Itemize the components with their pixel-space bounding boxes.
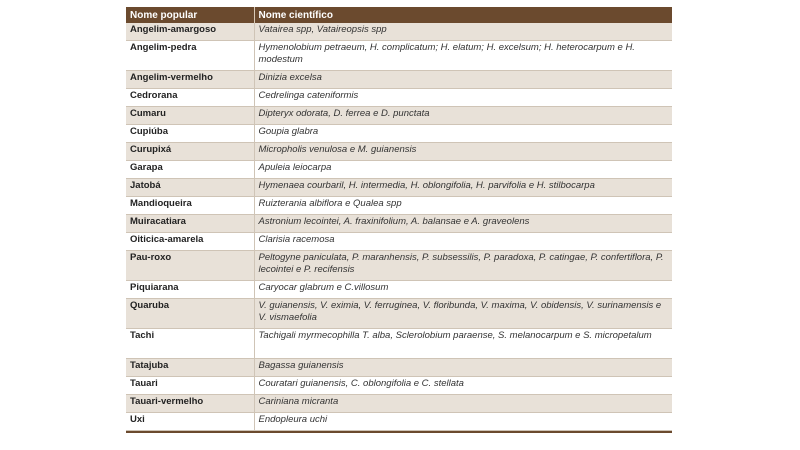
scientific-name-cell: Astronium lecointei, A. fraxinifolium, A. balansae e A. graveolens xyxy=(254,215,672,233)
table-row xyxy=(126,281,672,299)
popular-name-cell: Angelim-vermelho xyxy=(126,71,254,89)
scientific-name-cell: V. guianensis, V. eximia, V. ferruginea, V. floribunda, V. maxima, V. obidensis, V. surinamensis e V. vismaefolia xyxy=(254,299,672,329)
table-row xyxy=(126,143,672,161)
table-row xyxy=(126,89,672,107)
popular-name-cell: Tatajuba xyxy=(126,359,254,377)
table-row xyxy=(126,161,672,179)
popular-name-cell: Angelim-amargoso xyxy=(126,23,254,41)
scientific-name-cell: Cedrelinga cateniformis xyxy=(254,89,672,107)
table-row xyxy=(126,197,672,215)
popular-name-cell: Tachi xyxy=(126,329,254,359)
scientific-name-cell: Endopleura uchi xyxy=(254,413,672,431)
table-row xyxy=(126,23,672,41)
table-row xyxy=(126,215,672,233)
scientific-name-cell: Goupia glabra xyxy=(254,125,672,143)
popular-name-cell: Cupiúba xyxy=(126,125,254,143)
popular-name-cell: Muiracatiara xyxy=(126,215,254,233)
table-row xyxy=(126,41,672,71)
header-popular-name: Nome popular xyxy=(126,7,254,23)
popular-name-cell: Curupixá xyxy=(126,143,254,161)
species-table xyxy=(126,7,672,431)
table-bottom-rule xyxy=(126,431,672,433)
popular-name-cell: Tauari-vermelho xyxy=(126,395,254,413)
scientific-name-cell: Vatairea spp, Vataireopsis spp xyxy=(254,23,672,41)
popular-name-cell: Piquiarana xyxy=(126,281,254,299)
popular-name-cell: Garapa xyxy=(126,161,254,179)
scientific-name-cell: Peltogyne paniculata, P. maranhensis, P. subsessilis, P. paradoxa, P. catingae, P. confertiflora, P. lecointei e P. recifensis xyxy=(254,251,672,281)
scientific-name-cell: Bagassa guianensis xyxy=(254,359,672,377)
popular-name-cell: Angelim-pedra xyxy=(126,41,254,71)
header-scientific-name: Nome científico xyxy=(254,7,672,23)
table-row xyxy=(126,107,672,125)
scientific-name-cell: Dipteryx odorata, D. ferrea e D. punctata xyxy=(254,107,672,125)
popular-name-cell: Mandioqueira xyxy=(126,197,254,215)
species-table-container xyxy=(126,7,672,433)
popular-name-cell: Quaruba xyxy=(126,299,254,329)
scientific-name-cell: Micropholis venulosa e M. guianensis xyxy=(254,143,672,161)
scientific-name-cell: Apuleia leiocarpa xyxy=(254,161,672,179)
scientific-name-cell: Ruizterania albiflora e Qualea spp xyxy=(254,197,672,215)
table-row xyxy=(126,359,672,377)
table-row xyxy=(126,179,672,197)
scientific-name-cell: Clarisia racemosa xyxy=(254,233,672,251)
table-header-row xyxy=(126,7,672,23)
scientific-name-cell: Caryocar glabrum e C.villosum xyxy=(254,281,672,299)
popular-name-cell: Cumaru xyxy=(126,107,254,125)
table-row xyxy=(126,377,672,395)
popular-name-cell: Jatobá xyxy=(126,179,254,197)
scientific-name-cell: Cariniana micranta xyxy=(254,395,672,413)
popular-name-cell: Cedrorana xyxy=(126,89,254,107)
table-row xyxy=(126,233,672,251)
table-row xyxy=(126,125,672,143)
table-row xyxy=(126,299,672,329)
table-row xyxy=(126,251,672,281)
popular-name-cell: Uxi xyxy=(126,413,254,431)
scientific-name-cell: Hymenolobium petraeum, H. complicatum; H. elatum; H. excelsum; H. heterocarpum e H. modestum xyxy=(254,41,672,71)
table-row xyxy=(126,413,672,431)
scientific-name-cell: Tachigali myrmecophilla T. alba, Sclerolobium paraense, S. melanocarpum e S. micropetalum xyxy=(254,329,672,359)
table-row xyxy=(126,329,672,359)
scientific-name-cell: Couratari guianensis, C. oblongifolia e C. stellata xyxy=(254,377,672,395)
popular-name-cell: Oiticica-amarela xyxy=(126,233,254,251)
table-row xyxy=(126,395,672,413)
table-row xyxy=(126,71,672,89)
scientific-name-cell: Hymenaea courbaril, H. intermedia, H. oblongifolia, H. parvifolia e H. stilbocarpa xyxy=(254,179,672,197)
popular-name-cell: Tauari xyxy=(126,377,254,395)
scientific-name-cell: Dinizia excelsa xyxy=(254,71,672,89)
popular-name-cell: Pau-roxo xyxy=(126,251,254,281)
